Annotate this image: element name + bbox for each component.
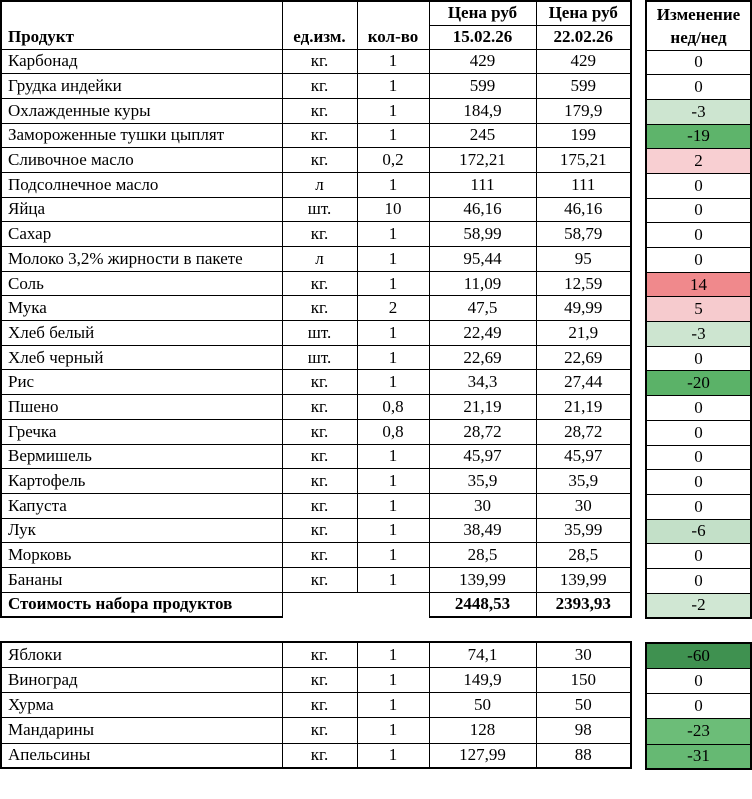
change-cell: 0 <box>646 346 751 371</box>
qty-cell: 1 <box>357 743 429 768</box>
unit-cell: кг. <box>282 567 357 592</box>
change-cell: 0 <box>646 420 751 445</box>
change-row <box>646 470 751 495</box>
price2-cell: 22,69 <box>536 345 631 370</box>
price2-cell: 50 <box>536 692 631 717</box>
price2-cell: 28,5 <box>536 543 631 568</box>
product-row <box>1 543 631 568</box>
fruit-change-table <box>645 642 752 770</box>
unit-cell: шт. <box>282 197 357 222</box>
product-row <box>1 642 631 667</box>
change-cell: -31 <box>646 744 751 769</box>
header-product: Продукт <box>1 1 282 49</box>
unit-cell: шт. <box>282 345 357 370</box>
product-row <box>1 271 631 296</box>
product-cell: Бананы <box>1 567 282 592</box>
product-cell: Хлеб черный <box>1 345 282 370</box>
unit-cell: кг. <box>282 49 357 74</box>
product-row <box>1 692 631 717</box>
total-spacer <box>282 592 429 617</box>
header-change-line1: Изменение <box>656 4 741 24</box>
unit-cell: кг. <box>282 98 357 123</box>
product-cell: Яйца <box>1 197 282 222</box>
product-cell: Мука <box>1 296 282 321</box>
product-row <box>1 197 631 222</box>
unit-cell: кг. <box>282 419 357 444</box>
change-cell: 5 <box>646 297 751 322</box>
unit-cell: кг. <box>282 543 357 568</box>
price2-cell: 27,44 <box>536 370 631 395</box>
change-cell: 0 <box>646 693 751 718</box>
header-price1-date: 15.02.26 <box>429 25 536 49</box>
price2-cell: 111 <box>536 172 631 197</box>
qty-cell: 1 <box>357 123 429 148</box>
header-price1-label: Цена руб <box>429 1 536 25</box>
price1-cell: 30 <box>429 493 536 518</box>
price1-cell: 47,5 <box>429 296 536 321</box>
qty-cell: 0,2 <box>357 148 429 173</box>
change-row <box>646 544 751 569</box>
change-cell: 0 <box>646 223 751 248</box>
product-row <box>1 419 631 444</box>
total-label: Стоимость набора продуктов <box>1 592 282 617</box>
qty-cell: 1 <box>357 642 429 667</box>
change-cell: 0 <box>646 50 751 75</box>
price2-cell: 49,99 <box>536 296 631 321</box>
price2-cell: 35,99 <box>536 518 631 543</box>
change-row <box>646 75 751 100</box>
unit-cell: кг. <box>282 74 357 99</box>
product-row <box>1 123 631 148</box>
change-row <box>646 50 751 75</box>
qty-cell: 2 <box>357 296 429 321</box>
product-cell: Пшено <box>1 395 282 420</box>
unit-cell: кг. <box>282 743 357 768</box>
header-row-1 <box>1 1 631 25</box>
price2-cell: 599 <box>536 74 631 99</box>
total-row <box>1 592 631 617</box>
product-cell: Мандарины <box>1 718 282 743</box>
change-cell: 0 <box>646 248 751 273</box>
change-cell: 0 <box>646 568 751 593</box>
price2-cell: 95 <box>536 247 631 272</box>
price2-cell: 30 <box>536 493 631 518</box>
product-row <box>1 518 631 543</box>
change-row <box>646 396 751 421</box>
change-row <box>646 297 751 322</box>
change-cell: -3 <box>646 99 751 124</box>
change-row <box>646 445 751 470</box>
product-row <box>1 172 631 197</box>
price2-cell: 12,59 <box>536 271 631 296</box>
change-row <box>646 248 751 273</box>
unit-cell: кг. <box>282 123 357 148</box>
qty-cell: 1 <box>357 370 429 395</box>
qty-cell: 1 <box>357 74 429 99</box>
product-cell: Рис <box>1 370 282 395</box>
price1-cell: 58,99 <box>429 222 536 247</box>
qty-cell: 1 <box>357 567 429 592</box>
product-row <box>1 321 631 346</box>
price1-cell: 139,99 <box>429 567 536 592</box>
change-row <box>646 371 751 396</box>
unit-cell: кг. <box>282 692 357 717</box>
product-cell: Виноград <box>1 667 282 692</box>
qty-cell: 1 <box>357 98 429 123</box>
product-cell: Гречка <box>1 419 282 444</box>
price1-cell: 74,1 <box>429 642 536 667</box>
unit-cell: л <box>282 247 357 272</box>
change-row <box>646 668 751 693</box>
product-row <box>1 98 631 123</box>
product-cell: Капуста <box>1 493 282 518</box>
header-price2-date: 22.02.26 <box>536 25 631 49</box>
product-row <box>1 296 631 321</box>
unit-cell: л <box>282 172 357 197</box>
qty-cell: 1 <box>357 247 429 272</box>
change-row <box>646 420 751 445</box>
unit-cell: кг. <box>282 271 357 296</box>
price1-cell: 111 <box>429 172 536 197</box>
change-cell: 0 <box>646 470 751 495</box>
qty-cell: 1 <box>357 493 429 518</box>
product-cell: Апельсины <box>1 743 282 768</box>
price1-cell: 245 <box>429 123 536 148</box>
change-row <box>646 173 751 198</box>
price2-cell: 139,99 <box>536 567 631 592</box>
product-row <box>1 370 631 395</box>
change-cell: 0 <box>646 173 751 198</box>
change-cell: 0 <box>646 544 751 569</box>
header-change-line2: нед/нед <box>670 27 727 47</box>
qty-cell: 1 <box>357 222 429 247</box>
product-cell: Грудка индейки <box>1 74 282 99</box>
product-row <box>1 469 631 494</box>
change-row <box>646 322 751 347</box>
product-cell: Яблоки <box>1 642 282 667</box>
change-row <box>646 744 751 769</box>
product-row <box>1 718 631 743</box>
change-row <box>646 149 751 174</box>
qty-cell: 1 <box>357 692 429 717</box>
product-row <box>1 743 631 768</box>
qty-cell: 1 <box>357 49 429 74</box>
price1-cell: 21,19 <box>429 395 536 420</box>
unit-cell: кг. <box>282 395 357 420</box>
product-row <box>1 395 631 420</box>
change-cell: 0 <box>646 396 751 421</box>
unit-cell: кг. <box>282 642 357 667</box>
change-row <box>646 272 751 297</box>
change-cell: 0 <box>646 198 751 223</box>
product-cell: Карбонад <box>1 49 282 74</box>
change-cell: 14 <box>646 272 751 297</box>
total-price2: 2393,93 <box>536 592 631 617</box>
total-change-cell: -2 <box>646 593 751 618</box>
price1-cell: 28,5 <box>429 543 536 568</box>
change-cell: -19 <box>646 124 751 149</box>
price1-cell: 28,72 <box>429 419 536 444</box>
price2-cell: 46,16 <box>536 197 631 222</box>
price1-cell: 429 <box>429 49 536 74</box>
product-row <box>1 667 631 692</box>
qty-cell: 1 <box>357 444 429 469</box>
qty-cell: 0,8 <box>357 395 429 420</box>
unit-cell: кг. <box>282 718 357 743</box>
unit-cell: кг. <box>282 518 357 543</box>
price1-cell: 45,97 <box>429 444 536 469</box>
product-row <box>1 493 631 518</box>
header-unit: ед.изм. <box>282 1 357 49</box>
price1-cell: 34,3 <box>429 370 536 395</box>
price1-cell: 22,49 <box>429 321 536 346</box>
price2-cell: 98 <box>536 718 631 743</box>
qty-cell: 1 <box>357 469 429 494</box>
product-cell: Сахар <box>1 222 282 247</box>
product-cell: Охлажденные куры <box>1 98 282 123</box>
product-row <box>1 247 631 272</box>
change-cell: -60 <box>646 643 751 668</box>
qty-cell: 1 <box>357 718 429 743</box>
unit-cell: кг. <box>282 444 357 469</box>
qty-cell: 1 <box>357 518 429 543</box>
change-table <box>645 0 752 619</box>
product-row <box>1 345 631 370</box>
price1-cell: 22,69 <box>429 345 536 370</box>
product-row <box>1 222 631 247</box>
unit-cell: кг. <box>282 296 357 321</box>
unit-cell: кг. <box>282 469 357 494</box>
tables-gap <box>645 619 752 642</box>
qty-cell: 1 <box>357 172 429 197</box>
product-cell: Молоко 3,2% жирности в пакете <box>1 247 282 272</box>
fruits-table <box>0 641 632 769</box>
change-cell: -6 <box>646 519 751 544</box>
change-cell: -3 <box>646 322 751 347</box>
product-cell: Подсолнечное масло <box>1 172 282 197</box>
price1-cell: 46,16 <box>429 197 536 222</box>
product-row <box>1 444 631 469</box>
change-row <box>646 494 751 519</box>
price2-cell: 175,21 <box>536 148 631 173</box>
price2-cell: 21,9 <box>536 321 631 346</box>
price2-cell: 21,19 <box>536 395 631 420</box>
unit-cell: кг. <box>282 222 357 247</box>
change-row <box>646 643 751 668</box>
change-cell: 0 <box>646 75 751 100</box>
change-cell: 0 <box>646 445 751 470</box>
price2-cell: 199 <box>536 123 631 148</box>
price2-cell: 28,72 <box>536 419 631 444</box>
unit-cell: кг. <box>282 370 357 395</box>
header-qty: кол-во <box>357 1 429 49</box>
change-row <box>646 99 751 124</box>
product-cell: Соль <box>1 271 282 296</box>
change-row <box>646 693 751 718</box>
price1-cell: 50 <box>429 692 536 717</box>
header-change <box>646 1 751 50</box>
product-cell: Морковь <box>1 543 282 568</box>
change-header-row <box>646 1 751 50</box>
price1-cell: 127,99 <box>429 743 536 768</box>
qty-cell: 1 <box>357 321 429 346</box>
change-cell: 2 <box>646 149 751 174</box>
change-row <box>646 223 751 248</box>
change-row <box>646 568 751 593</box>
product-cell: Вермишель <box>1 444 282 469</box>
price1-cell: 11,09 <box>429 271 536 296</box>
price1-cell: 128 <box>429 718 536 743</box>
qty-cell: 1 <box>357 543 429 568</box>
change-row <box>646 346 751 371</box>
product-row <box>1 49 631 74</box>
total-change-row <box>646 593 751 618</box>
change-cell: 0 <box>646 668 751 693</box>
qty-cell: 10 <box>357 197 429 222</box>
price2-cell: 35,9 <box>536 469 631 494</box>
total-price1: 2448,53 <box>429 592 536 617</box>
unit-cell: кг. <box>282 148 357 173</box>
price1-cell: 95,44 <box>429 247 536 272</box>
qty-cell: 1 <box>357 271 429 296</box>
unit-cell: шт. <box>282 321 357 346</box>
qty-cell: 1 <box>357 345 429 370</box>
price2-cell: 179,9 <box>536 98 631 123</box>
price2-cell: 45,97 <box>536 444 631 469</box>
qty-cell: 0,8 <box>357 419 429 444</box>
product-row <box>1 148 631 173</box>
product-row <box>1 567 631 592</box>
product-cell: Хурма <box>1 692 282 717</box>
price2-cell: 150 <box>536 667 631 692</box>
price1-cell: 184,9 <box>429 98 536 123</box>
change-column <box>645 0 752 770</box>
unit-cell: кг. <box>282 667 357 692</box>
change-row <box>646 198 751 223</box>
qty-cell: 1 <box>357 667 429 692</box>
price1-cell: 35,9 <box>429 469 536 494</box>
price2-cell: 30 <box>536 642 631 667</box>
product-cell: Сливочное масло <box>1 148 282 173</box>
change-cell: -23 <box>646 719 751 744</box>
product-cell: Лук <box>1 518 282 543</box>
change-row <box>646 124 751 149</box>
price1-cell: 172,21 <box>429 148 536 173</box>
header-price2-label: Цена руб <box>536 1 631 25</box>
price2-cell: 88 <box>536 743 631 768</box>
price1-cell: 38,49 <box>429 518 536 543</box>
change-row <box>646 719 751 744</box>
product-cell: Картофель <box>1 469 282 494</box>
product-cell: Замороженные тушки цыплят <box>1 123 282 148</box>
change-cell: 0 <box>646 494 751 519</box>
tables-gap <box>0 618 630 641</box>
change-row <box>646 519 751 544</box>
product-cell: Хлеб белый <box>1 321 282 346</box>
price2-cell: 58,79 <box>536 222 631 247</box>
price1-cell: 599 <box>429 74 536 99</box>
price2-cell: 429 <box>536 49 631 74</box>
change-cell: -20 <box>646 371 751 396</box>
price1-cell: 149,9 <box>429 667 536 692</box>
product-row <box>1 74 631 99</box>
unit-cell: кг. <box>282 493 357 518</box>
